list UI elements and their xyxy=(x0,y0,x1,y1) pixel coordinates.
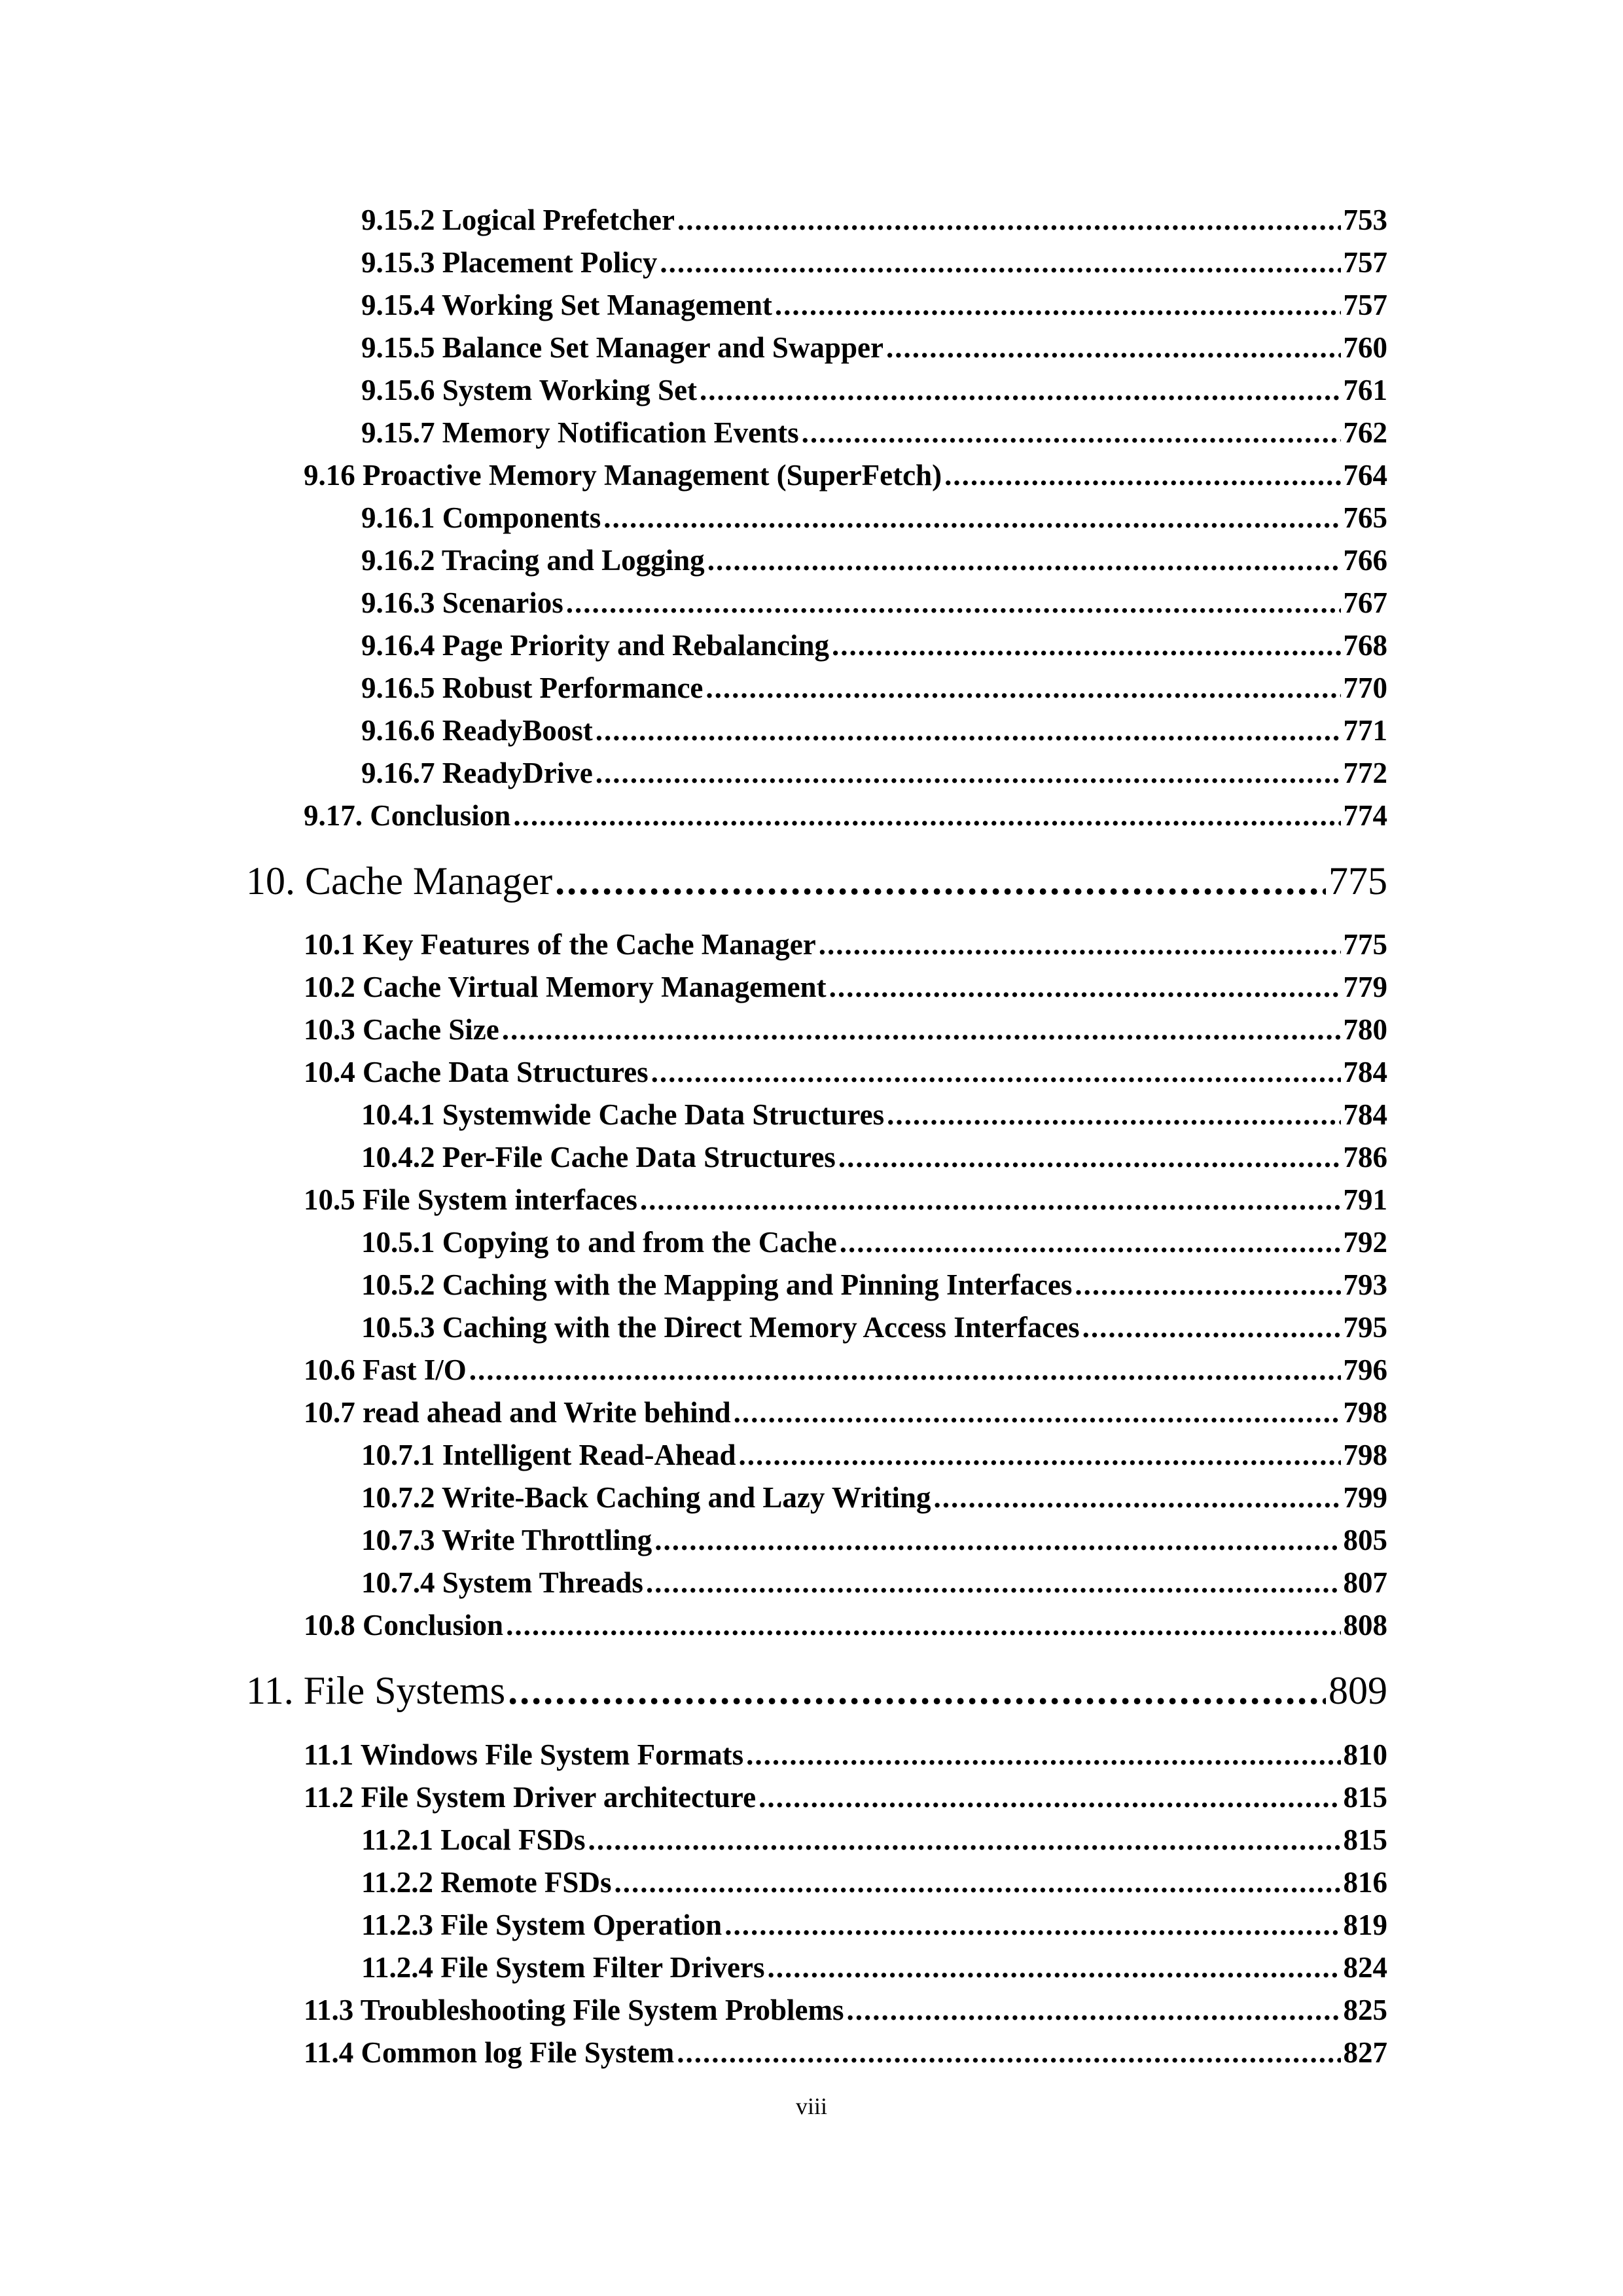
dot-leader xyxy=(707,541,1341,580)
toc-entry-page: 795 xyxy=(1343,1311,1387,1344)
dot-leader xyxy=(739,1435,1341,1475)
toc-entry-label: 11.2.1 Local FSDs xyxy=(361,1823,586,1856)
toc-entry[interactable] xyxy=(304,1605,1387,1645)
dot-leader xyxy=(555,855,1326,907)
toc-entry-label: 10.1 Key Features of the Cache Manager xyxy=(304,928,816,961)
dot-leader xyxy=(640,1180,1341,1219)
dot-leader xyxy=(502,1010,1341,1049)
toc-entry-label: 9.15.2 Logical Prefetcher xyxy=(361,204,675,236)
dot-leader xyxy=(887,1095,1340,1134)
toc-entry-page: 775 xyxy=(1329,859,1387,903)
toc-entry-page: 767 xyxy=(1343,586,1387,619)
toc-entry-page: 798 xyxy=(1343,1439,1387,1471)
dot-leader xyxy=(838,1138,1341,1177)
toc-entry[interactable] xyxy=(361,370,1387,410)
dot-leader xyxy=(944,456,1340,495)
toc-entry-page: 761 xyxy=(1343,374,1387,406)
toc-entry-page: 765 xyxy=(1343,501,1387,534)
toc-entry-label: 10.4.2 Per-File Cache Data Structures xyxy=(361,1141,836,1174)
toc-entry[interactable] xyxy=(361,1265,1387,1304)
toc-entry[interactable] xyxy=(304,456,1387,495)
toc-entry-page: 786 xyxy=(1343,1141,1387,1174)
toc-entry-page: 784 xyxy=(1343,1056,1387,1088)
toc-entry-page: 792 xyxy=(1343,1226,1387,1259)
toc-entry-page: 825 xyxy=(1343,1994,1387,2026)
dot-leader xyxy=(614,1863,1340,1902)
toc-entry[interactable] xyxy=(361,1820,1387,1859)
toc-entry[interactable] xyxy=(361,626,1387,665)
toc-entry-page: 757 xyxy=(1343,289,1387,321)
dot-leader xyxy=(603,498,1340,537)
toc-entry-page: 757 xyxy=(1343,246,1387,279)
toc-entry-label: 10.7.3 Write Throttling xyxy=(361,1524,652,1556)
dot-leader xyxy=(758,1778,1340,1817)
toc-entry-page: 824 xyxy=(1343,1951,1387,1984)
dot-leader xyxy=(677,200,1340,240)
dot-leader xyxy=(588,1820,1341,1859)
toc-entry-page: 772 xyxy=(1343,757,1387,789)
toc-entry-page: 793 xyxy=(1343,1268,1387,1301)
toc-entry-label: 10.7.2 Write-Back Caching and Lazy Writing xyxy=(361,1481,931,1514)
toc-entry[interactable] xyxy=(361,541,1387,580)
toc-entry[interactable] xyxy=(361,1520,1387,1560)
dot-leader xyxy=(596,753,1341,793)
dot-leader xyxy=(654,1520,1340,1560)
dot-leader xyxy=(705,668,1340,708)
toc-entry-label: 10.5.2 Caching with the Mapping and Pinning Interfaces xyxy=(361,1268,1073,1301)
toc-entry-label: 11.1 Windows File System Formats xyxy=(304,1738,744,1771)
toc-entry-page: 753 xyxy=(1343,204,1387,236)
toc-entry-page: 766 xyxy=(1343,544,1387,577)
toc-entry[interactable] xyxy=(304,1990,1387,2030)
toc-entry[interactable] xyxy=(361,1435,1387,1475)
toc-entry-page: 779 xyxy=(1343,971,1387,1003)
dot-leader xyxy=(832,626,1341,665)
toc-entry-label: 11.2.3 File System Operation xyxy=(361,1909,722,1941)
toc-entry-label: 9.17. Conclusion xyxy=(304,799,511,832)
dot-leader xyxy=(677,2033,1340,2072)
toc-entry-label: 9.15.6 System Working Set xyxy=(361,374,697,406)
dot-leader xyxy=(724,1905,1340,1945)
toc-entry[interactable] xyxy=(304,796,1387,835)
toc-entry-label: 9.15.7 Memory Notification Events xyxy=(361,416,799,449)
toc-entry-label: 9.16.5 Robust Performance xyxy=(361,672,704,704)
toc-entry[interactable] xyxy=(304,1052,1387,1092)
toc-entry-page: 774 xyxy=(1343,799,1387,832)
toc-entry-label: 11.2.4 File System Filter Drivers xyxy=(361,1951,765,1984)
dot-leader xyxy=(566,583,1341,622)
toc-entry[interactable] xyxy=(361,285,1387,325)
dot-leader xyxy=(846,1990,1340,2030)
toc-entry-label: 10.5 File System interfaces xyxy=(304,1183,637,1216)
toc-entry-label: 10.7.1 Intelligent Read-Ahead xyxy=(361,1439,736,1471)
toc-entry[interactable] xyxy=(361,668,1387,708)
toc-entry-label: 10.6 Fast I/O xyxy=(304,1354,467,1386)
toc-entry-page: 780 xyxy=(1343,1013,1387,1046)
dot-leader xyxy=(840,1223,1341,1262)
dot-leader xyxy=(775,285,1341,325)
toc-entry-label: 10.7.4 System Threads xyxy=(361,1566,643,1599)
toc-entry-page: 784 xyxy=(1343,1098,1387,1131)
toc-entry-label: 9.16 Proactive Memory Management (SuperFetch) xyxy=(304,459,942,492)
toc-entry[interactable] xyxy=(304,967,1387,1007)
dot-leader xyxy=(646,1563,1341,1602)
toc-entry[interactable] xyxy=(361,1095,1387,1134)
toc-entry-page: 771 xyxy=(1343,714,1387,747)
dot-leader xyxy=(513,796,1340,835)
toc-entry-page: 807 xyxy=(1343,1566,1387,1599)
toc-entry-page: 815 xyxy=(1343,1823,1387,1856)
toc-entry[interactable] xyxy=(361,328,1387,367)
toc-entry[interactable] xyxy=(361,753,1387,793)
toc-entry[interactable] xyxy=(361,1138,1387,1177)
toc-entry-page: 805 xyxy=(1343,1524,1387,1556)
toc-entry[interactable] xyxy=(304,1778,1387,1817)
dot-leader xyxy=(700,370,1341,410)
dot-leader xyxy=(934,1478,1341,1517)
dot-leader xyxy=(829,967,1341,1007)
toc-entry-page: 770 xyxy=(1343,672,1387,704)
toc-entry-label: 9.16.2 Tracing and Logging xyxy=(361,544,705,577)
toc-entry[interactable] xyxy=(361,1863,1387,1902)
dot-leader xyxy=(506,1605,1340,1645)
dot-leader xyxy=(651,1052,1341,1092)
toc-entry[interactable] xyxy=(361,1308,1387,1347)
toc-entry-page: 815 xyxy=(1343,1781,1387,1814)
toc-entry-label: 10.2 Cache Virtual Memory Management xyxy=(304,971,827,1003)
toc-entry-label: 10.4.1 Systemwide Cache Data Structures xyxy=(361,1098,885,1131)
dot-leader xyxy=(802,413,1341,452)
toc-entry[interactable] xyxy=(361,498,1387,537)
toc-entry-page: 819 xyxy=(1343,1909,1387,1941)
toc-entry-label: 11. File Systems xyxy=(246,1669,506,1712)
toc-entry-page: 796 xyxy=(1343,1354,1387,1386)
toc-entry-label: 10.5.3 Caching with the Direct Memory Access Interfaces xyxy=(361,1311,1080,1344)
toc-entry-page: 768 xyxy=(1343,629,1387,662)
toc-entry-label: 10.7 read ahead and Write behind xyxy=(304,1396,731,1429)
toc-entry-label: 9.16.3 Scenarios xyxy=(361,586,563,619)
toc-entry-page: 810 xyxy=(1343,1738,1387,1771)
dot-leader xyxy=(886,328,1341,367)
dot-leader xyxy=(734,1393,1341,1432)
toc-entry-label: 9.16.7 ReadyDrive xyxy=(361,757,593,789)
toc-entry-label: 9.15.3 Placement Policy xyxy=(361,246,658,279)
toc-entry-page: 798 xyxy=(1343,1396,1387,1429)
dot-leader xyxy=(768,1948,1341,1987)
toc-entry[interactable] xyxy=(361,1563,1387,1602)
dot-leader xyxy=(469,1350,1341,1390)
toc-entry-label: 10.3 Cache Size xyxy=(304,1013,499,1046)
toc-entry-page: 791 xyxy=(1343,1183,1387,1216)
toc-entry[interactable] xyxy=(361,1478,1387,1517)
toc-entry-label: 11.2.2 Remote FSDs xyxy=(361,1866,612,1899)
toc-entry[interactable] xyxy=(304,925,1387,964)
toc-entry[interactable] xyxy=(361,583,1387,622)
toc-entry-page: 764 xyxy=(1343,459,1387,492)
toc-chapter-heading[interactable] xyxy=(246,1664,1387,1717)
toc-entry[interactable] xyxy=(361,1948,1387,1987)
page-number: viii xyxy=(795,2093,827,2119)
dot-leader xyxy=(660,243,1340,282)
toc-entry-page: 827 xyxy=(1343,2036,1387,2069)
toc-entry[interactable] xyxy=(304,1350,1387,1390)
toc-entry[interactable] xyxy=(304,2033,1387,2072)
toc-entry[interactable] xyxy=(304,1180,1387,1219)
toc-entry-page: 809 xyxy=(1329,1669,1387,1712)
toc-entry-label: 9.16.4 Page Priority and Rebalancing xyxy=(361,629,829,662)
dot-leader xyxy=(508,1664,1326,1717)
toc-entry-label: 11.3 Troubleshooting File System Problems xyxy=(304,1994,844,2026)
toc-entry-page: 762 xyxy=(1343,416,1387,449)
toc-entry[interactable] xyxy=(361,243,1387,282)
toc-entry[interactable] xyxy=(304,1735,1387,1774)
dot-leader xyxy=(819,925,1341,964)
toc-entry-label: 10.5.1 Copying to and from the Cache xyxy=(361,1226,837,1259)
toc-entry-label: 9.16.6 ReadyBoost xyxy=(361,714,593,747)
toc-entry[interactable] xyxy=(361,413,1387,452)
dot-leader xyxy=(596,711,1341,750)
dot-leader xyxy=(1082,1308,1341,1347)
toc-entry-label: 10. Cache Manager xyxy=(246,859,553,903)
toc-entry-label: 11.2 File System Driver architecture xyxy=(304,1781,757,1814)
toc-entry-page: 816 xyxy=(1343,1866,1387,1899)
toc-entry[interactable] xyxy=(361,200,1387,240)
toc-entry-label: 10.4 Cache Data Structures xyxy=(304,1056,649,1088)
toc-entry-page: 775 xyxy=(1343,928,1387,961)
toc-entry-label: 10.8 Conclusion xyxy=(304,1609,504,1641)
toc-entry-label: 11.4 Common log File System xyxy=(304,2036,675,2069)
toc-entry-page: 808 xyxy=(1343,1609,1387,1641)
toc-entry[interactable] xyxy=(361,711,1387,750)
toc-entry[interactable] xyxy=(361,1223,1387,1262)
toc-chapter-heading[interactable] xyxy=(246,855,1387,907)
toc-entry[interactable] xyxy=(304,1010,1387,1049)
toc-entry-label: 9.15.4 Working Set Management xyxy=(361,289,772,321)
dot-leader xyxy=(1075,1265,1340,1304)
toc-entry-page: 760 xyxy=(1343,331,1387,364)
toc-entry[interactable] xyxy=(361,1905,1387,1945)
toc-entry-page: 799 xyxy=(1343,1481,1387,1514)
toc-entry-label: 9.16.1 Components xyxy=(361,501,601,534)
toc-entry[interactable] xyxy=(304,1393,1387,1432)
dot-leader xyxy=(746,1735,1340,1774)
toc-entry-label: 9.15.5 Balance Set Manager and Swapper xyxy=(361,331,883,364)
